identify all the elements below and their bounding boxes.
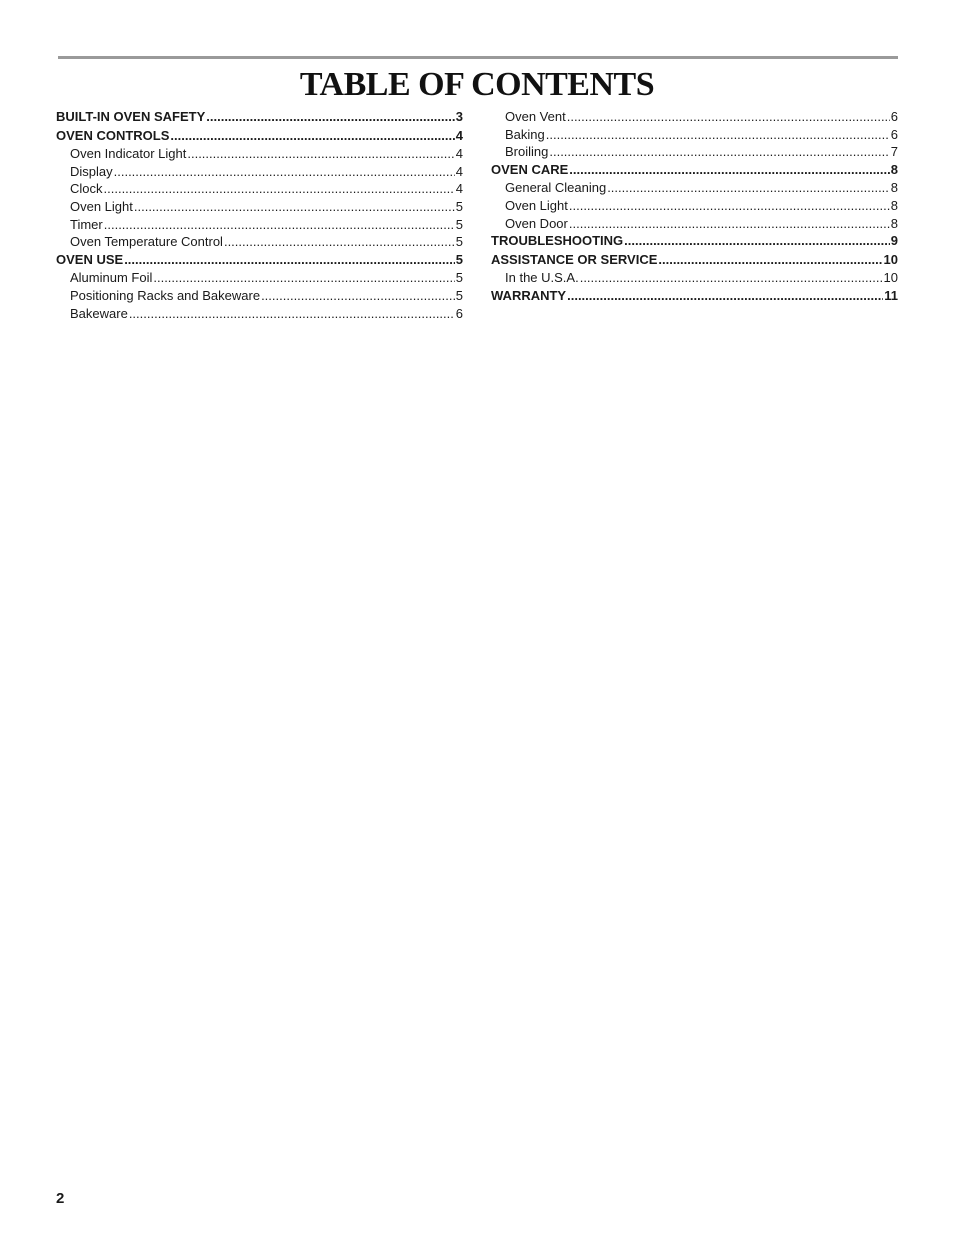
toc-entry-page: 6 [455,305,463,321]
toc-entry-page: 6 [890,126,898,142]
toc-entry-title: Broiling [505,144,549,160]
toc-subsection-entry[interactable] [491,197,898,215]
toc-section-entry[interactable] [491,251,898,270]
toc-entry-page: 5 [455,216,463,232]
toc-entry-page: 5 [455,270,463,286]
toc-subsection-entry[interactable] [56,198,463,216]
toc-entry-page: 8 [890,161,898,177]
dot-leader [567,287,883,306]
toc-entry-title: Bakeware [70,305,128,321]
toc-entry-page: 11 [884,287,898,303]
toc-subsection-entry[interactable] [56,287,463,305]
dot-leader [153,269,454,287]
toc-entry-page: 9 [890,233,898,249]
toc-entry-page: 5 [455,198,463,214]
toc-entry-page: 6 [890,109,898,124]
toc-right-column [491,108,898,306]
dot-leader [624,232,890,251]
dot-leader [567,108,890,126]
toc-entry-page: 8 [890,180,898,196]
dot-leader [549,143,889,161]
toc-subsection-entry[interactable] [491,126,898,144]
toc-entry-page: 5 [455,287,463,303]
toc-section-entry[interactable] [491,287,898,306]
dot-leader [206,108,455,127]
dot-leader [170,127,454,146]
header-rule [58,56,898,59]
toc-subsection-entry[interactable] [491,215,898,233]
toc-entry-page: 4 [455,181,463,197]
toc-entry-title: Baking [505,126,545,142]
dot-leader [104,180,455,198]
page-number: 2 [56,1190,65,1207]
toc-entry-page: 3 [455,109,463,124]
toc-entry-title: General Cleaning [505,180,607,196]
toc-entry-title: TROUBLESHOOTING [491,233,624,249]
toc-subsection-entry[interactable] [491,179,898,197]
toc-entry-page: 4 [455,146,463,162]
toc-subsection-entry[interactable] [56,163,463,181]
toc-entry-title: ASSISTANCE OR SERVICE [491,251,658,267]
toc-entry-title: Oven Vent [505,109,566,124]
dot-leader [569,197,890,215]
dot-leader [187,145,454,163]
toc-entry-title: OVEN CONTROLS [56,127,170,143]
toc-section-entry[interactable] [56,251,463,270]
toc-subsection-entry[interactable] [491,108,898,126]
toc-entry-title: Aluminum Foil [70,270,153,286]
dot-leader [129,305,455,323]
toc-entry-title: Oven Light [70,198,133,214]
dot-leader [658,251,882,270]
toc-entry-title: Oven Temperature Control [70,234,223,250]
dot-leader [124,251,455,270]
dot-leader [104,216,455,234]
dot-leader [607,179,890,197]
dot-leader [134,198,455,216]
toc-entry-page: 10 [883,270,898,286]
toc-subsection-entry[interactable] [56,269,463,287]
toc-subsection-entry[interactable] [491,269,898,287]
toc-entry-page: 8 [890,215,898,231]
toc-entry-page: 4 [455,127,463,143]
toc-subsection-entry[interactable] [56,216,463,234]
dot-leader [546,126,890,144]
toc-entry-page: 5 [455,251,463,267]
page-title: TABLE OF CONTENTS [299,66,655,103]
toc-entry-title: Display [70,163,113,179]
toc-entry-title: In the U.S.A. [505,270,579,286]
toc-left-column [56,108,463,322]
toc-subsection-entry[interactable] [56,233,463,251]
toc-entry-title: Oven Light [505,197,568,213]
dot-leader [569,215,890,233]
toc-entry-title: WARRANTY [491,287,567,303]
toc-entry-page: 10 [883,251,898,267]
toc-entry-page: 7 [890,144,898,160]
toc-entry-page: 8 [890,197,898,213]
dot-leader [224,233,455,251]
toc-entry-title: Clock [70,181,103,197]
toc-entry-page: 4 [455,163,463,179]
dot-leader [569,161,889,180]
toc-subsection-entry[interactable] [56,145,463,163]
toc-entry-title: Oven Door [505,215,568,231]
toc-section-entry[interactable] [56,127,463,146]
toc-entry-title: Timer [70,216,103,232]
toc-section-entry[interactable] [491,161,898,180]
toc-entry-title: OVEN USE [56,251,124,267]
toc-section-entry[interactable] [491,232,898,251]
toc-entry-title: Oven Indicator Light [70,146,187,162]
toc-subsection-entry[interactable] [56,305,463,323]
dot-leader [114,163,455,181]
toc-subsection-entry[interactable] [491,143,898,161]
dot-leader [580,269,883,287]
toc-entry-title: BUILT-IN OVEN SAFETY [56,109,206,124]
toc-section-entry[interactable] [56,108,463,127]
dot-leader [261,287,455,305]
toc-entry-title: Positioning Racks and Bakeware [70,287,261,303]
toc-entry-page: 5 [455,234,463,250]
toc-entry-title: OVEN CARE [491,161,569,177]
toc-subsection-entry[interactable] [56,180,463,198]
